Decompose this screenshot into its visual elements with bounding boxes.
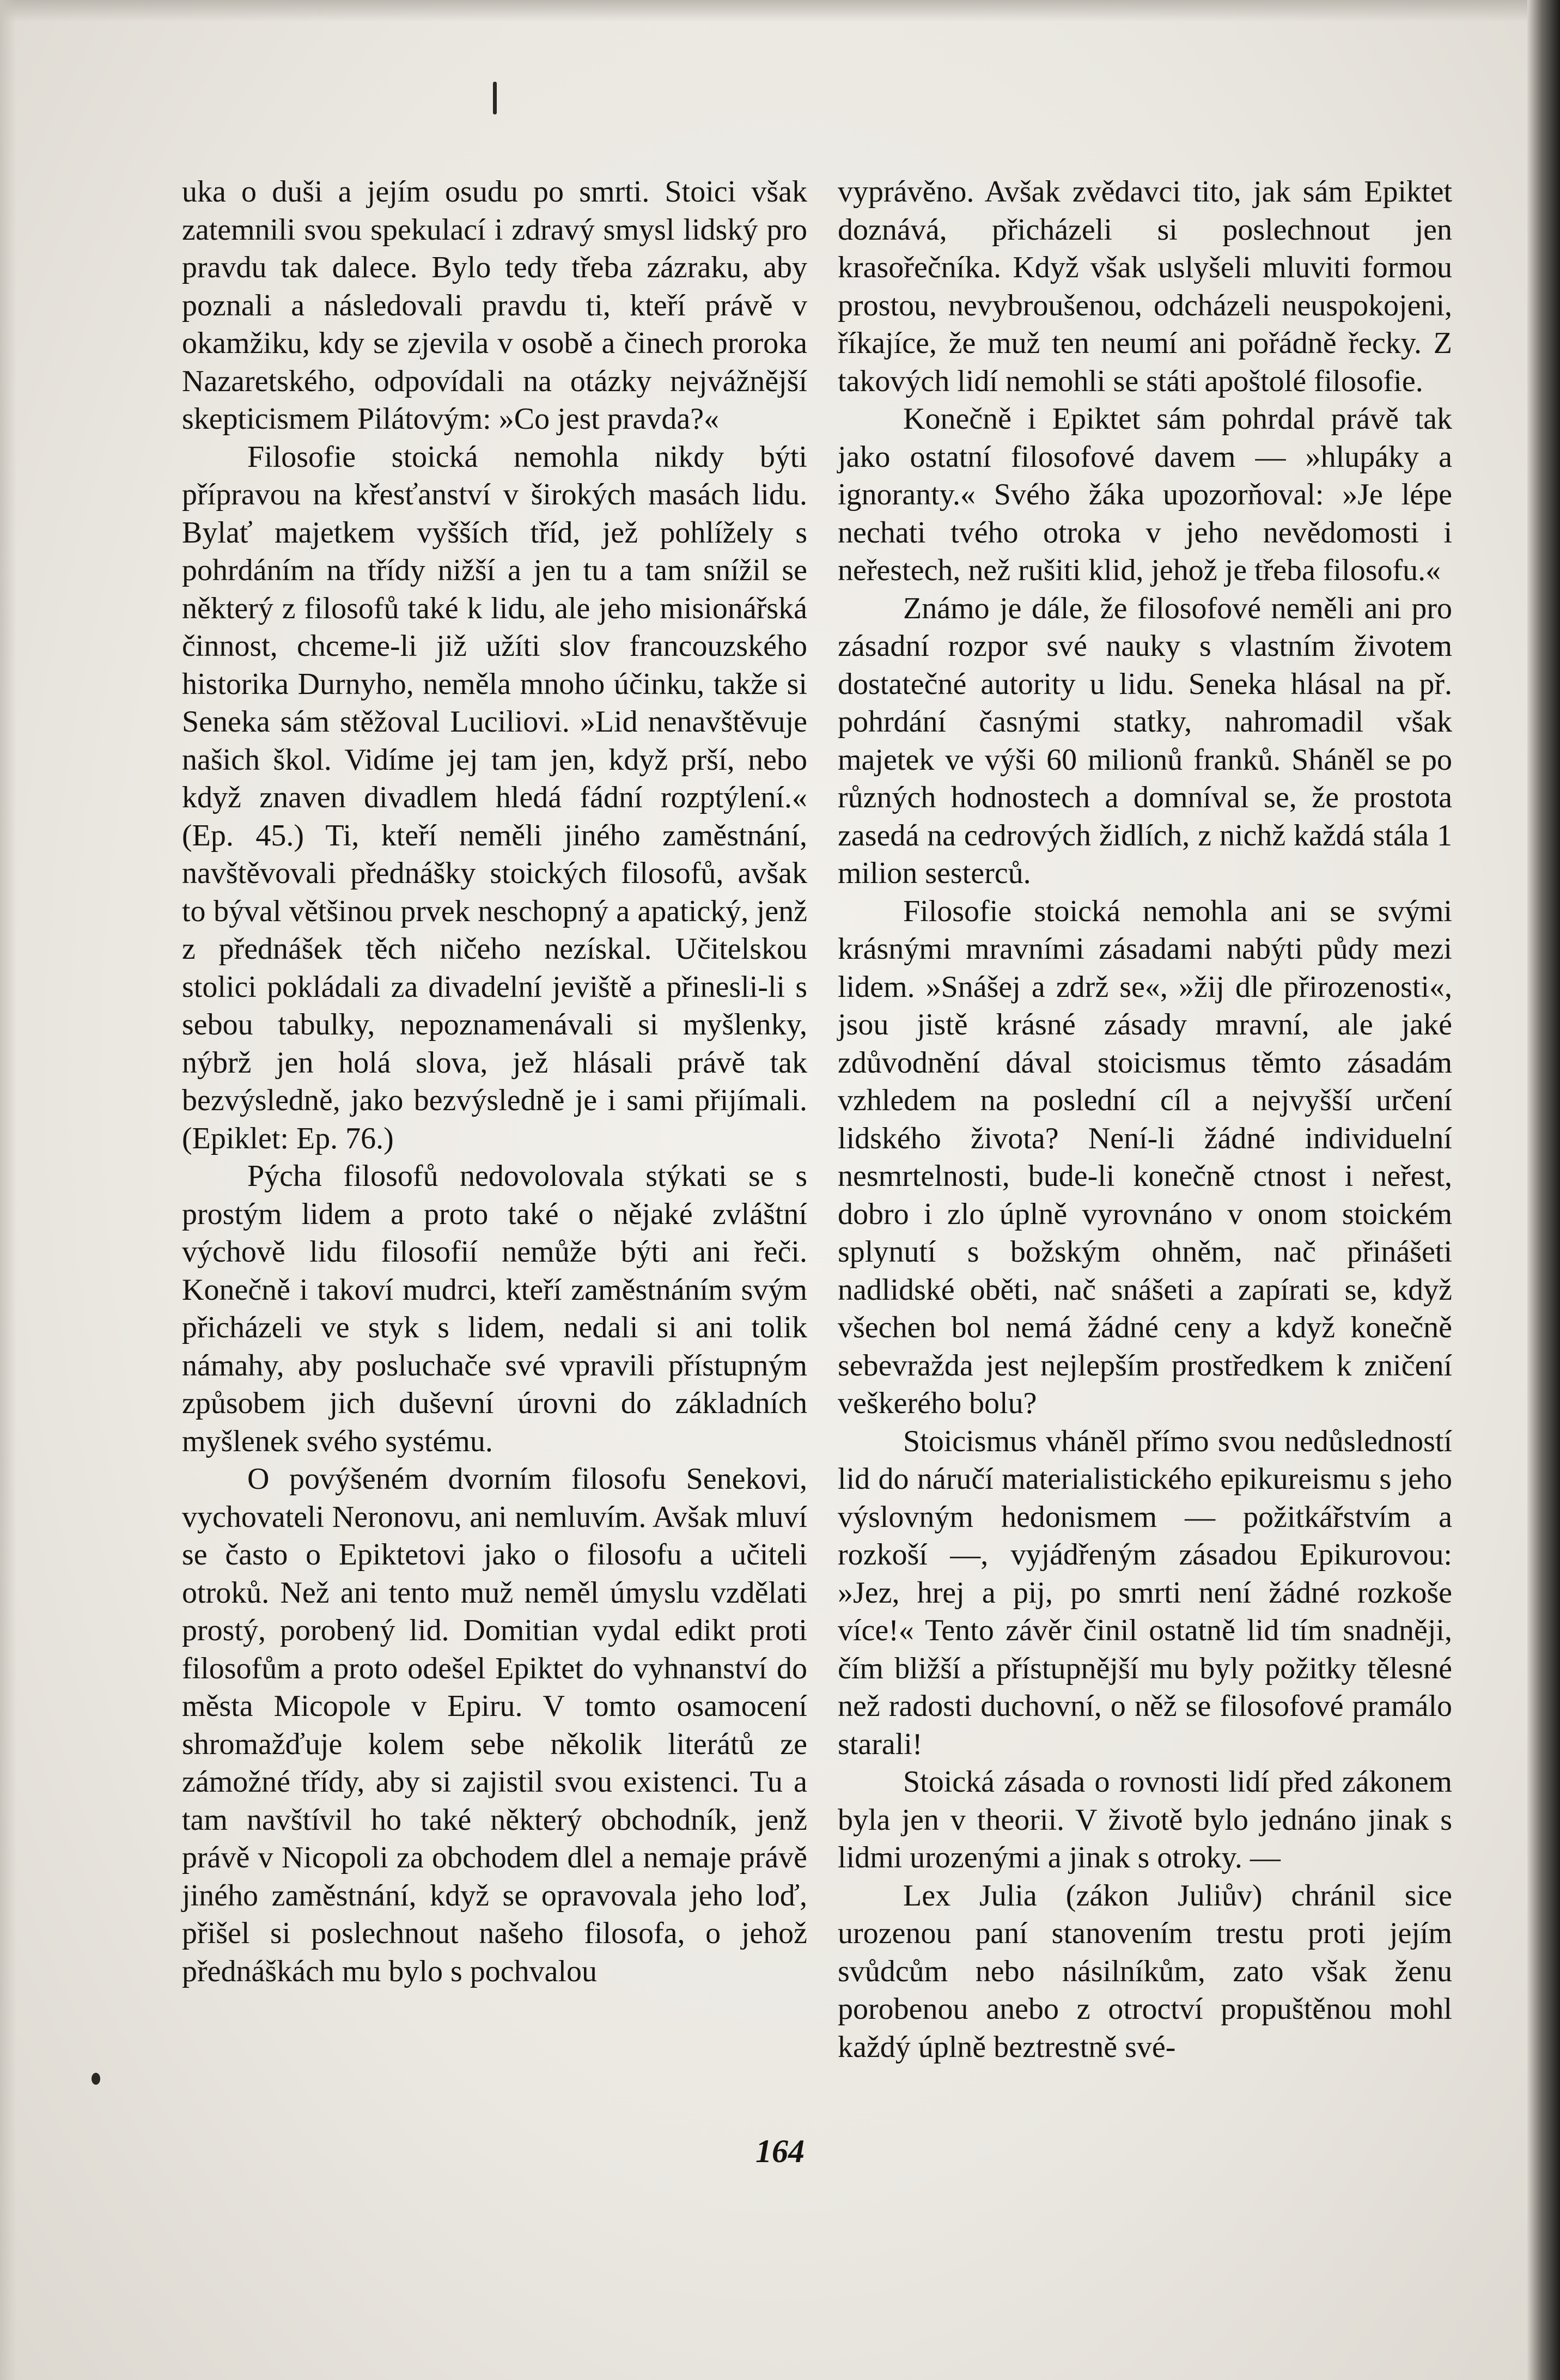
speck-mark [92, 2073, 100, 2085]
paragraph: Stoická zásada o rovnosti lidí před zákonem byla jen v theorii. V životě bylo jednáno jinak s lidmi urozenými a jinak s otroky. — [838, 1765, 1452, 1874]
paragraph: O povýšeném dvorním filosofu Senekovi, vychovateli Neronovu, ani nemluvím. Avšak mluví se často o Epiktetovi jako o filosofu a učiteli otroků. Než ani tento muž neměl úmyslu vzdělati prostý, porobený lid. Domitian vydal edikt proti filosofům a proto odešel Epiktet do vyhnanství do města Micopole v Epiru. V tomto osamocení shromažďuje kolem sebe několik literátů ze zámožné třídy, aby si zajistil svou existenci. Tu a tam navštívil ho také některý obchodník, jenž právě v Nicopoli za obchodem dlel a nemaje právě jiného zaměstnání, když se opravovala jeho loď, přišel si poslechnout našeho filosofa, o jehož přednáškách mu bylo s pochvalou [182, 1462, 807, 1988]
paragraph: Známo je dále, že filosofové neměli ani pro zásadní rozpor své nauky s vlastním životem dostatečné autority u lidu. Seneka hlásal na př. pohrdání časnými statky, nahromadil však majetek ve výši 60 milionů franků. Sháněl se po různých hodnostech a domníval se, že prostota zasedá na cedrových židlích, z nichž každá stála 1 milion sesterců. [838, 591, 1452, 890]
paragraph: Stoicismus vháněl přímo svou nedůsledností lid do náručí materialistického epikureismu s jeho výslovným hedonismem — požitkářstvím a rozkoší —, vyjádřeným zásadou Epikurovou: »Jez, hrej a pij, po smrti není žádné rozkoše více!« Tento závěr činil ostatně lid tím snadněji, čím bližší a přístupnější mu byly požitky tělesné než radosti duchovní, o něž se filosofové pramálo starali! [838, 1424, 1452, 1761]
paragraph: vyprávěno. Avšak zvědavci tito, jak sám Epiktet doznává, přicházeli si poslechnout jen krasořečníka. Když však uslyšeli mluviti formou prostou, nevybroušenou, odcházeli neuspokojeni, říkajíce, že muž ten neumí ani pořádně řecky. Z takových lidí nemohli se státi apoštolé filosofie. [838, 175, 1452, 398]
right-text-column [838, 173, 1452, 2066]
paragraph: Lex Julia (zákon Juliův) chránil sice urozenou paní stanovením trestu proti jejím svůdcům nebo násilníkům, zato však ženu porobenou anebo z otroctví propuštěnou mohl každý úplně beztrestně své- [838, 1878, 1452, 2064]
paragraph: Filosofie stoická nemohla ani se svými krásnými mravními zásadami nabýti půdy mezi lidem. »Snášej a zdrž se«, »žij dle přirozenosti«, jsou jistě krásné zásady mravní, ale jaké zdůvodnění dával stoicismus těmto zásadám vzhledem na poslední cíl a nejvyšší určení lidského života? Není-li žádné individuelní nesmrtelnosti, bude-li konečně ctnost i neřest, dobro i zlo úplně vyrovnáno v onom stoickém splynutí s božským ohněm, nač přinášeti nadlidské oběti, nač snášeti a zapírati se, když všechen bol nemá žádné ceny a když konečně sebevražda jest nejlepším prostředkem k zničení veškerého bolu? [838, 894, 1452, 1420]
page-edge-right-shadow [1527, 0, 1560, 2380]
left-text-column [182, 173, 807, 1991]
paragraph: Pýcha filosofů nedovolovala stýkati se s prostým lidem a proto také o nějaké zvláštní výchově lidu filosofií nemůže býti ani řeči. Konečně i takoví mudrci, kteří zaměstnáním svým přicházeli ve styk s lidem, nedali si ani tolik námahy, aby posluchače své vpravili přístupným způsobem jich duševní úrovni do základních myšlenek svého systému. [182, 1159, 807, 1458]
page-edge-left-shadow [0, 0, 16, 2380]
paragraph: Konečně i Epiktet sám pohrdal právě tak jako ostatní filosofové davem — »hlupáky a ignoranty.« Svého žáka upozorňoval: »Je lépe nechati tvého otroka v jeho nevědomosti i neřestech, než rušiti klid, jehož je třeba filosofu.« [838, 402, 1452, 587]
paragraph: Filosofie stoická nemohla nikdy býti přípravou na křesťanství v širokých masách lidu. Bylať majetkem vyšších tříd, jež pohlížely s pohrdáním na třídy nižší a jen tu a tam snížil se některý z filosofů také k lidu, ale jeho misionářská činnost, chceme-li již užíti slov francouzského historika Durnyho, neměla mnoho účinku, takže si Seneka sám stěžoval Luciliovi. »Lid nenavštěvuje našich škol. Vidíme jej tam jen, když prší, nebo když znaven divadlem hledá fádní rozptýlení.« (Ep. 45.) Ti, kteří neměli jiného zaměstnání, navštěvovali přednášky stoických filosofů, avšak to býval většinou prvek neschopný a apatický, jenž z přednášek těch ničeho nezískal. Učitelskou stolici pokládali za divadelní jeviště a přinesli-li s sebou tabulky, nepoznamenávali si myšlenky, nýbrž jen holá slova, jež hlásali právě tak bezvýsledně, jako bezvýsledně je i sami přijímali. (Epiklet: Ep. 76.) [182, 440, 807, 1155]
paragraph: uka o duši a jejím osudu po smrti. Stoici však zatemnili svou spekulací i zdravý smysl lidský pro pravdu tak dalece. Bylo tedy třeba zázraku, aby poznali a následovali pravdu ti, kteří právě v okamžiku, kdy se zjevila v osobě a činech proroka Nazaretského, odpovídali na otázky nejvážnější skepticismem Pilátovým: »Co jest pravda?« [182, 175, 807, 436]
page-number: 164 [755, 2133, 805, 2169]
speck-mark [493, 82, 497, 114]
page-edge-top-shadow [0, 0, 1560, 22]
